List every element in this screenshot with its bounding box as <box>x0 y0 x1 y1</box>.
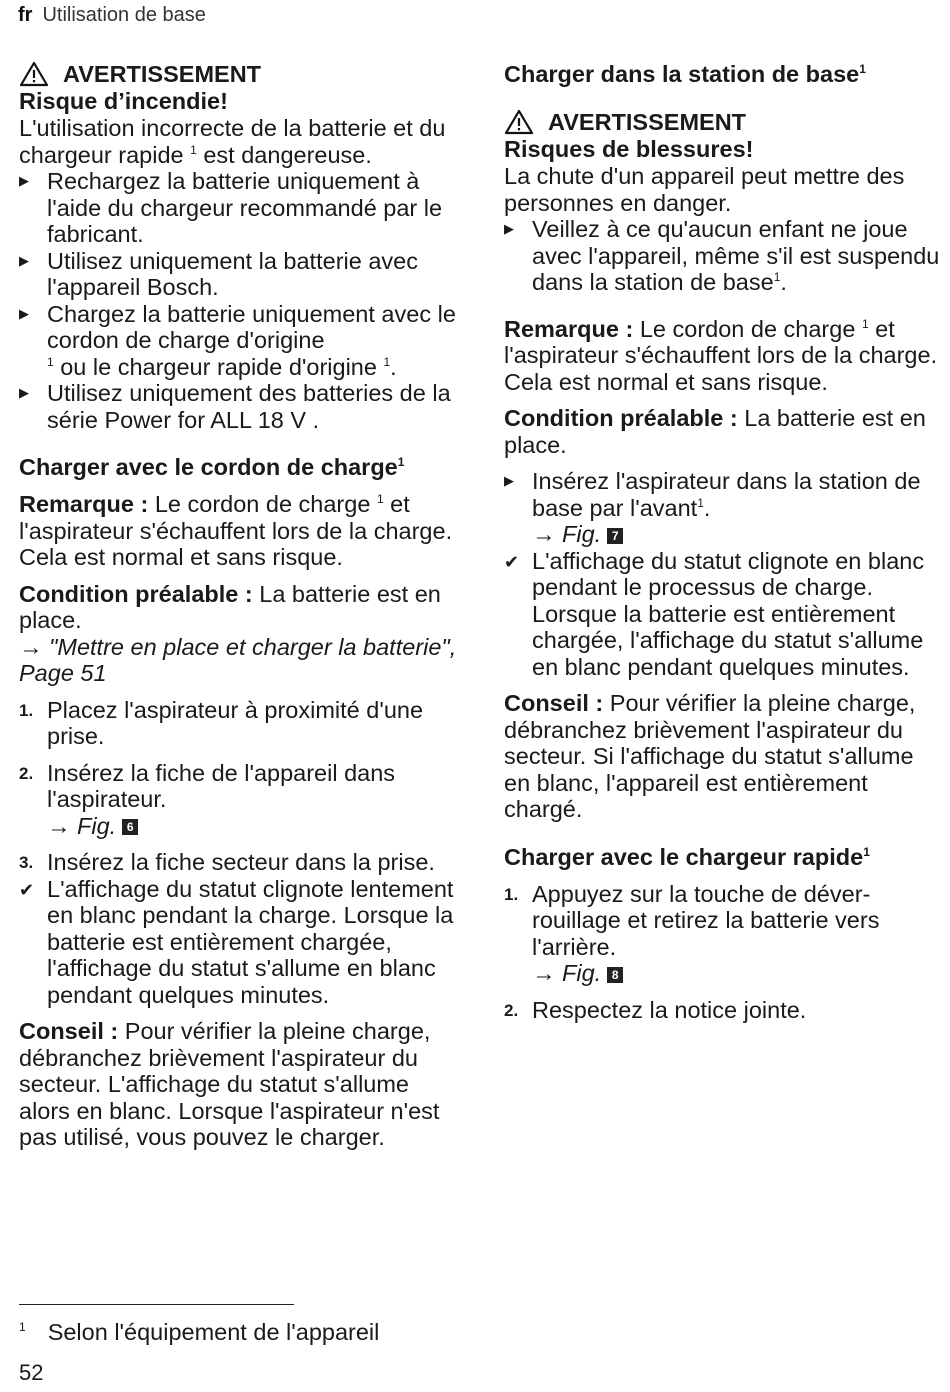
result-item: ✔ L'affichage du statut clignote lentement en blanc pendant la charge. Lorsque la batterie est entièrement chargée, l'affichage du statut s'allume en blanc pendant quelques minutes. <box>19 875 454 1008</box>
step-item: 2. Insérez la fiche de l'appareil dans l'aspirateur. → Fig. 6 <box>19 759 396 839</box>
remark: Remarque : Le cordon de charge $^1$ et l'aspirateur s'échauffent lors de la charge. Cela est normal et sans risque. <box>19 491 453 570</box>
warning-text: La chute d'un appareil peut mettre des personnes en danger. <box>504 163 905 216</box>
section-heading: Charger dans la station de base$^1$ <box>504 61 866 87</box>
list-item: ▶ Veillez à ce qu'aucun enfant ne joue avec l'appareil, même s'il est suspendu dans la station de base$^1$. <box>504 216 940 295</box>
list-item: ▶ Rechargez la batterie uniquement à l'aide du chargeur recommandé par le fabricant. <box>19 168 443 247</box>
language-code: fr <box>18 4 33 26</box>
result-item: ✔ L'affichage du statut clignote en blanc pendant le processus de charge. Lorsque la batterie est entièrement chargée, l'affichage du statut s'allume en blanc pendant quelques minutes. <box>504 547 925 680</box>
check-icon: ✔ <box>19 879 35 900</box>
list-item: ▶ Utilisez uniquement la batterie avec l'appareil Bosch. <box>19 247 418 300</box>
warning-subtitle: Risques de blessures! <box>504 136 754 162</box>
list-item: ▶ Insérez l'aspirateur dans la station de base par l'avant$^1$. → Fig. 7 <box>504 468 921 547</box>
section-heading: Charger avec le cordon de charge$^1$ <box>19 454 405 480</box>
footnote-divider <box>19 1304 294 1305</box>
precondition: Condition préalable : La batterie est en place. <box>504 405 926 458</box>
figure-number-badge: 8 <box>607 967 623 983</box>
triangle-bullet-icon: ▶ <box>19 305 29 321</box>
warning-triangle-icon <box>504 109 534 135</box>
warning-triangle-icon <box>19 61 49 87</box>
footnote: $^1$ Selon l'équipement de l'appareil <box>19 1319 380 1345</box>
figure-number-badge: 7 <box>607 528 623 544</box>
step-item: 3. Insérez la fiche secteur dans la prise. <box>19 849 435 875</box>
triangle-bullet-icon: ▶ <box>19 385 29 400</box>
list-item: ▶ Utilisez uniquement des batteries de la série Power for ALL 18 V . <box>19 380 451 433</box>
cross-reference-link[interactable]: → "Mettre en place et charger la batterie", Page 51 <box>19 633 457 686</box>
page-header <box>18 4 206 27</box>
left-column <box>19 60 459 1151</box>
warning-title: AVERTISSEMENT <box>19 60 459 88</box>
right-column <box>504 60 944 1023</box>
triangle-bullet-icon: ▶ <box>504 221 514 236</box>
list-item: ▶ Chargez la batterie uniquement avec le cordon de charge d'origine $^1$ ou le chargeur rapide d'origine $^1$. <box>19 300 456 380</box>
triangle-bullet-icon: ▶ <box>19 252 29 268</box>
step-item: 1. Placez l'aspirateur à proximité d'une prise. <box>19 696 424 749</box>
precondition: Condition préalable : La batterie est en place. <box>19 580 441 633</box>
figure-reference[interactable]: → Fig. <box>532 960 602 986</box>
tip: Conseil : Pour vérifier la pleine charge, débranchez brièvement l'aspirateur du secteur. Si l'affichage du statut s'allume en blanc, l'appareil est entièrement chargé. <box>504 690 916 822</box>
step-item: 2. Respectez la notice jointe. <box>504 996 807 1023</box>
figure-reference[interactable]: → Fig. <box>532 521 602 547</box>
figure-reference[interactable]: → Fig. <box>47 812 117 839</box>
remark: Remarque : Le cordon de charge $^1$ et l'aspirateur s'échauffent lors de la charge. Cela est normal et sans risque. <box>504 315 938 395</box>
warning-title: AVERTISSEMENT <box>504 108 944 136</box>
figure-number-badge: 6 <box>122 819 138 835</box>
warning-subtitle: Risque d’incendie! <box>19 88 228 114</box>
section-heading: Charger avec le chargeur rapide$^1$ <box>504 843 870 870</box>
tip: Conseil : Pour vérifier la pleine charge, débranchez brièvement l'aspirateur du secteur. L'affichage du statut s'allume alors en blanc. Lorsque l'aspirateur n'est pas utilisé, vous pouvez le charger. <box>19 1018 440 1150</box>
step-item: 1. Appuyez sur la touche de déverrouillage et retirez la batterie vers l'arrière. → Fig. 8 <box>504 880 880 986</box>
check-icon: ✔ <box>504 551 520 572</box>
triangle-bullet-icon: ▶ <box>19 173 29 188</box>
page-number: 52 <box>19 1360 44 1385</box>
triangle-bullet-icon: ▶ <box>504 473 514 488</box>
section-title: Utilisation de base <box>42 4 206 26</box>
warning-text: L'utilisation incorrecte de la batterie et du chargeur rapide $^1$ est dangereuse. <box>19 115 446 168</box>
